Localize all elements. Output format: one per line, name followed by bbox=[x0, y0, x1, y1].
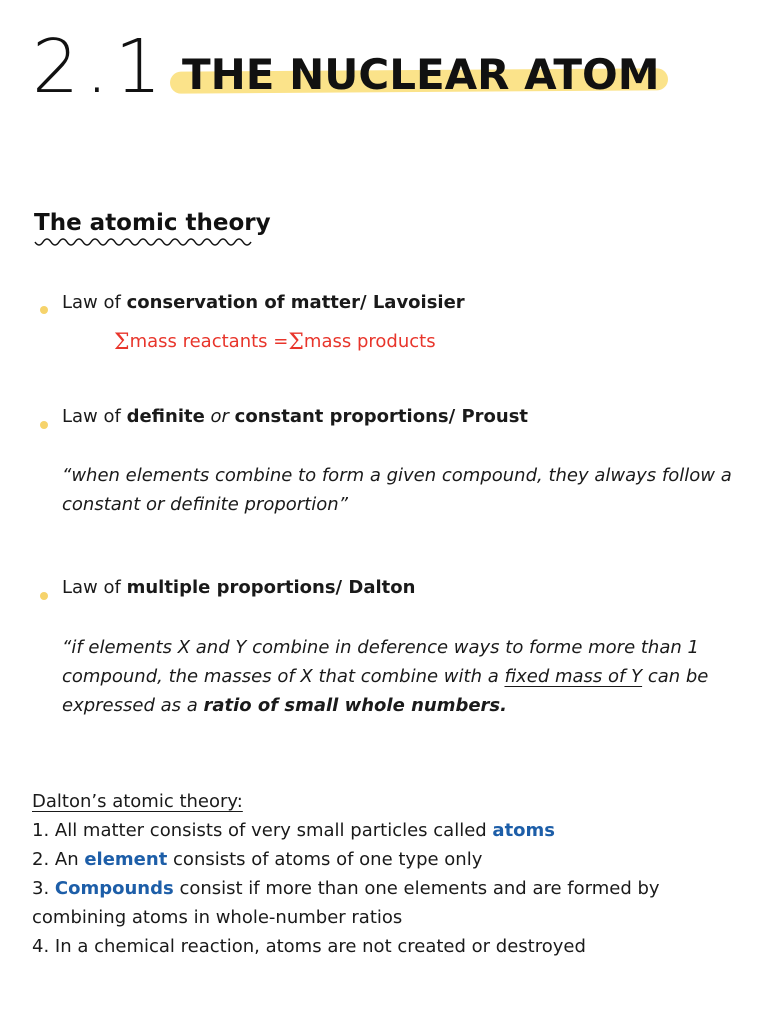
bullet-dot bbox=[40, 306, 48, 314]
dalton-item-3 bbox=[32, 874, 732, 932]
dalton-theory bbox=[32, 787, 732, 961]
quote-text: can be expressed as a bbox=[62, 666, 709, 716]
law-conservation bbox=[62, 292, 465, 313]
quote-text: “if elements X and Y combine in deference ways to forme more than 1 compound, the masses of X that combine with a bbox=[62, 637, 699, 687]
section-heading bbox=[34, 210, 271, 236]
key-term: atoms bbox=[492, 820, 556, 841]
wavy-underline bbox=[34, 238, 256, 248]
proust-quote: “when elements combine to form a given compound, they always follow a constant or definite proportion” bbox=[62, 465, 732, 515]
item-text: consists of atoms of one type only bbox=[167, 849, 483, 870]
law-name: multiple proportions/ Dalton bbox=[126, 577, 416, 598]
dalton-item-2 bbox=[32, 845, 732, 874]
bullet-dot bbox=[40, 592, 48, 600]
dalton-item-1 bbox=[32, 816, 732, 845]
law-prefix: Law of bbox=[62, 406, 127, 427]
sigma-symbol: Σ bbox=[288, 330, 304, 355]
law-prefix: Law of bbox=[62, 292, 127, 313]
law-connector: or bbox=[204, 406, 235, 427]
law-prefix: Law of bbox=[62, 577, 127, 598]
item-text: 2. An bbox=[32, 849, 85, 870]
formula-left: mass reactants = bbox=[129, 331, 289, 352]
key-term: Compounds bbox=[54, 878, 174, 899]
item-text: 1. All matter consists of very small particles called bbox=[32, 820, 493, 841]
dalton-quote bbox=[62, 633, 752, 720]
law-name: conservation of matter/ Lavoisier bbox=[126, 292, 465, 313]
bullet-dot bbox=[40, 421, 48, 429]
quote-bold: ratio of small whole numbers. bbox=[203, 695, 507, 716]
sigma-symbol: Σ bbox=[114, 330, 130, 355]
formula-right: mass products bbox=[303, 331, 436, 352]
key-term: element bbox=[84, 849, 168, 870]
section-number: 2.1 bbox=[32, 24, 168, 110]
item-text: 3. bbox=[32, 878, 55, 899]
section-heading-text: The atomic theory bbox=[34, 210, 271, 236]
law-multiple-proportions bbox=[62, 577, 415, 598]
dalton-title: Dalton’s atomic theory: bbox=[32, 791, 243, 812]
conservation-formula bbox=[114, 330, 436, 355]
dalton-item-4: 4. In a chemical reaction, atoms are not created or destroyed bbox=[32, 936, 586, 957]
law-definite-proportions bbox=[62, 406, 528, 427]
law-name-part: constant proportions/ Proust bbox=[234, 406, 529, 427]
page-title: THE NUCLEAR ATOM bbox=[182, 50, 660, 99]
law-name-part: definite bbox=[126, 406, 205, 427]
item-text: consist if more than one elements and are formed by combining atoms in whole-number ratios bbox=[32, 878, 660, 928]
quote-underlined: fixed mass of Y bbox=[504, 666, 643, 687]
